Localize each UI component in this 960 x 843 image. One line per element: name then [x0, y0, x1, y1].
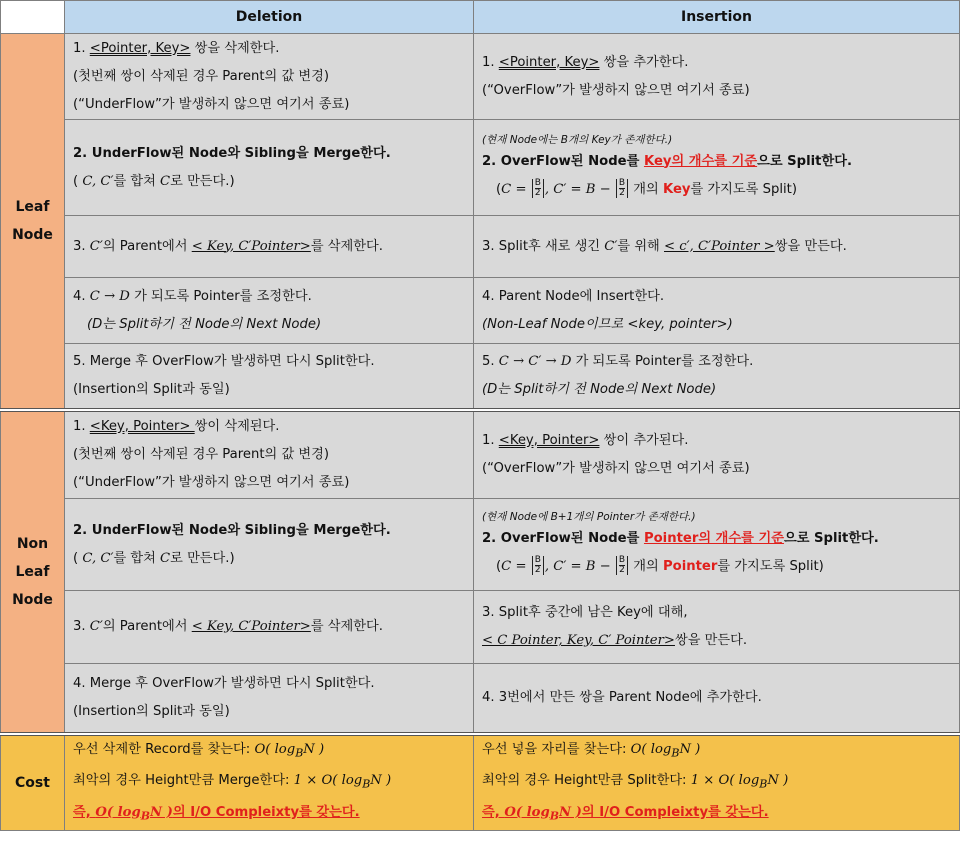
text: 3.: [73, 238, 90, 254]
text: 3.: [73, 619, 90, 634]
leaf-delete-step-2: [65, 120, 474, 216]
numerator: B: [534, 178, 541, 188]
subscript: B: [671, 746, 680, 760]
leaf-insert-step-1: [474, 34, 960, 120]
numerator: B: [534, 555, 541, 565]
highlight: Key의 개수를 기준: [643, 153, 758, 169]
text: 우선 삭제한 Record를 찾는다:: [73, 741, 255, 757]
pair-term: < c′, C′Pointer >: [664, 238, 775, 254]
subscript: B: [549, 809, 560, 823]
note-line: (“OverFlow”가 발생하지 않으면 여기서 종료): [482, 460, 750, 476]
text: (: [496, 558, 502, 574]
text: 를 위해: [617, 238, 664, 254]
highlight: Pointer의 개수를 기준: [643, 530, 784, 546]
header-deletion: Deletion: [65, 1, 474, 34]
math: , C′ = B −: [544, 558, 615, 574]
ceil-fraction: [616, 179, 628, 198]
text: 1.: [73, 418, 90, 434]
note-line: (Non-Leaf Node이므로 <key, pointer>): [482, 316, 733, 332]
text: 쌍을 만든다.: [774, 238, 847, 254]
text: 으로 Split한다.: [783, 530, 879, 546]
text: 개의: [629, 181, 663, 197]
text: 즉,: [73, 804, 96, 820]
math: N ): [679, 741, 701, 757]
nonleaf-delete-step-4: [65, 664, 474, 734]
ceil-fraction: [532, 179, 544, 198]
note-line: (Insertion의 Split과 동일): [73, 703, 230, 719]
nonleaf-insert-step-3: [474, 591, 960, 664]
text: 의 I/O Compleixty를 갖는다.: [172, 804, 360, 820]
pair-term: < Key, C′Pointer>: [191, 619, 311, 634]
math: O( log: [95, 804, 141, 820]
text: 쌍을 추가한다.: [599, 54, 689, 70]
text: 쌍이 삭제된다.: [194, 418, 280, 434]
text: 로 만든다.): [170, 550, 235, 566]
step-title: 2. UnderFlow된 Node와 Sibling을 Merge한다.: [73, 145, 391, 161]
nonleaf-label-3: Node: [12, 591, 53, 608]
subscript: B: [362, 777, 371, 791]
math: N ): [303, 741, 325, 757]
text: 의 I/O Compleixty를 갖는다.: [581, 804, 769, 820]
denominator: 2: [619, 565, 625, 575]
nonleaf-insert-step-2: [474, 499, 960, 591]
text: 를 가지도록 Split): [717, 558, 824, 574]
node-note: (현재 Node에는 B개의 Key가 존재한다.): [482, 133, 673, 146]
text: 개의: [629, 558, 663, 574]
text: 우선 넣을 자리를 찾는다:: [482, 741, 631, 757]
text: 즉,: [482, 804, 505, 820]
node-note: (현재 Node에 B+1개의 Pointer가 존재한다.): [482, 510, 696, 523]
leaf-insert-step-3: [474, 216, 960, 278]
leaf-insert-step-2: [474, 120, 960, 216]
pair-term: <Key, Pointer>: [89, 418, 195, 434]
math: , C′ = B −: [544, 181, 615, 197]
step-text: 4. 3번에서 만든 쌍을 Parent Node에 추가한다.: [482, 689, 762, 705]
text: 1.: [73, 40, 90, 56]
leaf-delete-step-3: [65, 216, 474, 278]
text: 1.: [482, 54, 499, 70]
text: 를 삭제한다.: [310, 619, 383, 634]
math: C, C′: [82, 550, 114, 566]
step-text: 5. Merge 후 OverFlow가 발생하면 다시 Split한다.: [73, 353, 375, 369]
row-header-cost: Cost: [1, 734, 65, 831]
math: O( log: [254, 741, 296, 757]
text: 쌍이 추가된다.: [599, 432, 689, 448]
math: C =: [501, 181, 531, 197]
math: C′: [89, 238, 103, 254]
text: 2. OverFlow된 Node를: [482, 530, 644, 546]
text: 가 되도록 Pointer를 조정한다.: [571, 353, 754, 369]
math: C =: [501, 558, 531, 574]
nonleaf-label-1: Non: [16, 535, 49, 552]
numerator: B: [618, 178, 626, 188]
math: 1 × O( log: [293, 773, 363, 789]
subscript: B: [759, 777, 768, 791]
subscript: B: [140, 809, 151, 823]
pair-term: <Key, Pointer>: [498, 432, 600, 448]
leaf-insert-step-5: [474, 344, 960, 410]
cost-insertion: [474, 734, 960, 831]
leaf-delete-step-5: [65, 344, 474, 410]
leaf-label-1: Leaf: [15, 198, 50, 215]
text: 의 Parent에서: [102, 238, 192, 254]
text: 으로 Split한다.: [757, 153, 852, 169]
text: 1.: [482, 432, 499, 448]
leaf-label-2: Node: [12, 226, 53, 243]
nonleaf-delete-step-1: [65, 410, 474, 499]
math: O( log: [630, 741, 672, 757]
text: 를 삭제한다.: [310, 238, 383, 254]
text: 쌍을 삭제한다.: [190, 40, 280, 56]
ceil-fraction: [532, 556, 544, 575]
text: 를 가지도록 Split): [690, 181, 797, 197]
header-insertion: Insertion: [474, 1, 960, 34]
denominator: 2: [619, 188, 625, 198]
text: 의 Parent에서: [102, 619, 192, 634]
note-line: (첫번째 쌍이 삭제된 경우 Parent의 값 변경): [73, 68, 330, 84]
pair-term: < C Pointer, Key, C′ Pointer>: [482, 633, 675, 648]
text: (: [496, 181, 502, 197]
text: 최악의 경우 Height만큼 Merge한다:: [73, 773, 294, 789]
text: 로 만든다.): [170, 173, 235, 189]
step-text: 4. Merge 후 OverFlow가 발생하면 다시 Split한다.: [73, 675, 375, 691]
leaf-delete-step-1: [65, 34, 474, 120]
text: 를 합쳐: [113, 550, 161, 566]
text: 쌍을 만든다.: [674, 633, 748, 648]
math: C′: [89, 619, 103, 634]
leaf-delete-step-4: [65, 278, 474, 344]
row-header-non-leaf-node: [1, 410, 65, 734]
denominator: 2: [534, 188, 541, 198]
note-line: (“OverFlow”가 발생하지 않으면 여기서 종료): [482, 82, 750, 98]
math: C: [160, 550, 171, 566]
note-line: (D는 Split하기 전 Node의 Next Node): [482, 381, 717, 397]
text: 3. Split후 새로 생긴: [482, 238, 605, 254]
note-line: (D는 Split하기 전 Node의 Next Node): [87, 316, 322, 332]
pair-term: <Pointer, Key>: [89, 40, 191, 56]
note-line: (“UnderFlow”가 발생하지 않으면 여기서 종료): [73, 96, 350, 112]
pair-term: <Pointer, Key>: [498, 54, 600, 70]
numerator: B: [618, 555, 626, 565]
note-line: (첫번째 쌍이 삭제된 경우 Parent의 값 변경): [73, 446, 330, 462]
nonleaf-label-2: Leaf: [15, 563, 50, 580]
text: 5.: [482, 353, 499, 369]
note-line: (Insertion의 Split과 동일): [73, 381, 230, 397]
text: (: [73, 173, 83, 189]
text: 2. OverFlow된 Node를: [482, 153, 644, 169]
text: 최악의 경우 Height만큼 Split한다:: [482, 773, 691, 789]
cost-deletion: [65, 734, 474, 831]
nonleaf-delete-step-3: [65, 591, 474, 664]
step-text: 4. Parent Node에 Insert한다.: [482, 288, 665, 304]
ceil-fraction: [616, 556, 628, 575]
step-title: 2. UnderFlow된 Node와 Sibling을 Merge한다.: [73, 522, 391, 538]
math: N ): [767, 773, 789, 789]
note-line: (“UnderFlow”가 발생하지 않으면 여기서 종료): [73, 474, 350, 490]
denominator: 2: [534, 565, 541, 575]
text: 가 되도록 Pointer를 조정한다.: [129, 288, 312, 304]
nonleaf-delete-step-2: [65, 499, 474, 591]
row-header-leaf-node: [1, 34, 65, 410]
math: N ): [559, 804, 582, 820]
highlight: Key: [662, 181, 691, 197]
text: 4.: [73, 288, 90, 304]
text: 를 합쳐: [113, 173, 161, 189]
math: C → D: [89, 288, 130, 304]
math: C: [160, 173, 171, 189]
corner-cell: [1, 1, 65, 34]
text: (: [73, 550, 83, 566]
highlight: Pointer: [662, 558, 718, 574]
math: C′: [604, 238, 618, 254]
math: N ): [150, 804, 173, 820]
math: O( log: [504, 804, 550, 820]
nonleaf-insert-step-4: [474, 664, 960, 734]
math: 1 × O( log: [690, 773, 760, 789]
step-text: 3. Split후 중간에 남은 Key에 대해,: [482, 605, 688, 620]
leaf-insert-step-4: [474, 278, 960, 344]
subscript: B: [295, 746, 304, 760]
math: C → C′ → D: [498, 353, 572, 369]
math: C, C′: [82, 173, 114, 189]
nonleaf-insert-step-1: [474, 410, 960, 499]
math: N ): [370, 773, 392, 789]
pair-term: < Key, C′Pointer>: [191, 238, 311, 254]
